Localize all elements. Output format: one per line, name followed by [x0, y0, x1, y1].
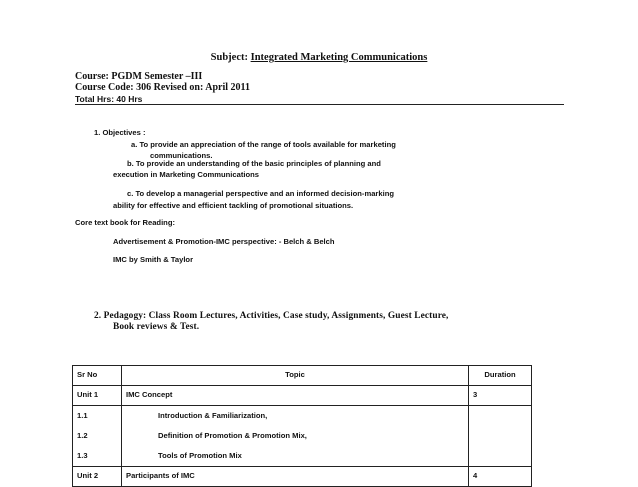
unit-2-sr: Unit 2: [73, 467, 122, 487]
total-hours: Total Hrs: 40 Hrs: [75, 94, 143, 104]
header-duration: Duration: [469, 366, 532, 386]
objectives-heading: 1. Objectives :: [94, 128, 146, 137]
objective-c-line1: c. To develop a managerial perspective and an informed decision-marking: [127, 189, 394, 198]
unit-1-duration: 3: [469, 386, 532, 406]
table-row: [73, 406, 532, 467]
sub-3-topic: Tools of Promotion Mix: [158, 451, 242, 460]
sub-topic-cell: [122, 406, 469, 467]
objective-a-line1: a. To provide an appreciation of the range of tools available for marketing: [131, 140, 396, 149]
reading-book-2: IMC by Smith & Taylor: [113, 255, 194, 264]
objective-a-line2: communications.: [150, 151, 213, 160]
sub-2-sr: 1.2: [77, 431, 88, 440]
sub-sr-cell: [73, 406, 122, 467]
table-row: [73, 467, 532, 487]
subject-label: Subject:: [210, 52, 248, 63]
unit-2-duration: 4: [469, 467, 532, 487]
sub-1-topic: Introduction & Familiarization,: [158, 411, 268, 420]
objective-b-line2: execution in Marketing Communications: [113, 170, 259, 179]
topics-table: [72, 365, 532, 487]
unit-1-sr: Unit 1: [73, 386, 122, 406]
objective-c-line2: ability for effective and efficient tackling of promotional situations.: [113, 201, 354, 210]
header-divider: [75, 104, 564, 105]
pedagogy-line1: 2. Pedagogy: Class Room Lectures, Activities, Case study, Assignments, Guest Lecture,: [94, 311, 449, 321]
sub-2-topic: Definition of Promotion & Promotion Mix,: [158, 431, 307, 440]
objective-b-line1: b. To provide an understanding of the basic principles of planning and: [127, 159, 381, 168]
sub-1-sr: 1.1: [77, 411, 88, 420]
course-code-line: Course Code: 306 Revised on: April 2011: [75, 82, 250, 93]
reading-heading: Core text book for Reading:: [75, 218, 175, 227]
pedagogy-line2: Book reviews & Test.: [113, 322, 200, 332]
subject-heading: [0, 52, 638, 63]
header-topic: Topic: [122, 366, 469, 386]
sub-3-sr: 1.3: [77, 451, 88, 460]
unit-2-topic: Participants of IMC: [122, 467, 469, 487]
table-row: [73, 386, 532, 406]
sub-duration-cell: [469, 406, 532, 467]
subject-title: Integrated Marketing Communications: [250, 52, 428, 63]
course-line: Course: PGDM Semester –III: [75, 71, 203, 82]
unit-1-topic: IMC Concept: [122, 386, 469, 406]
reading-book-1: Advertisement & Promotion-IMC perspective: - Belch & Belch: [113, 237, 335, 246]
table-header-row: [73, 366, 532, 386]
header-sr-no: Sr No: [73, 366, 122, 386]
